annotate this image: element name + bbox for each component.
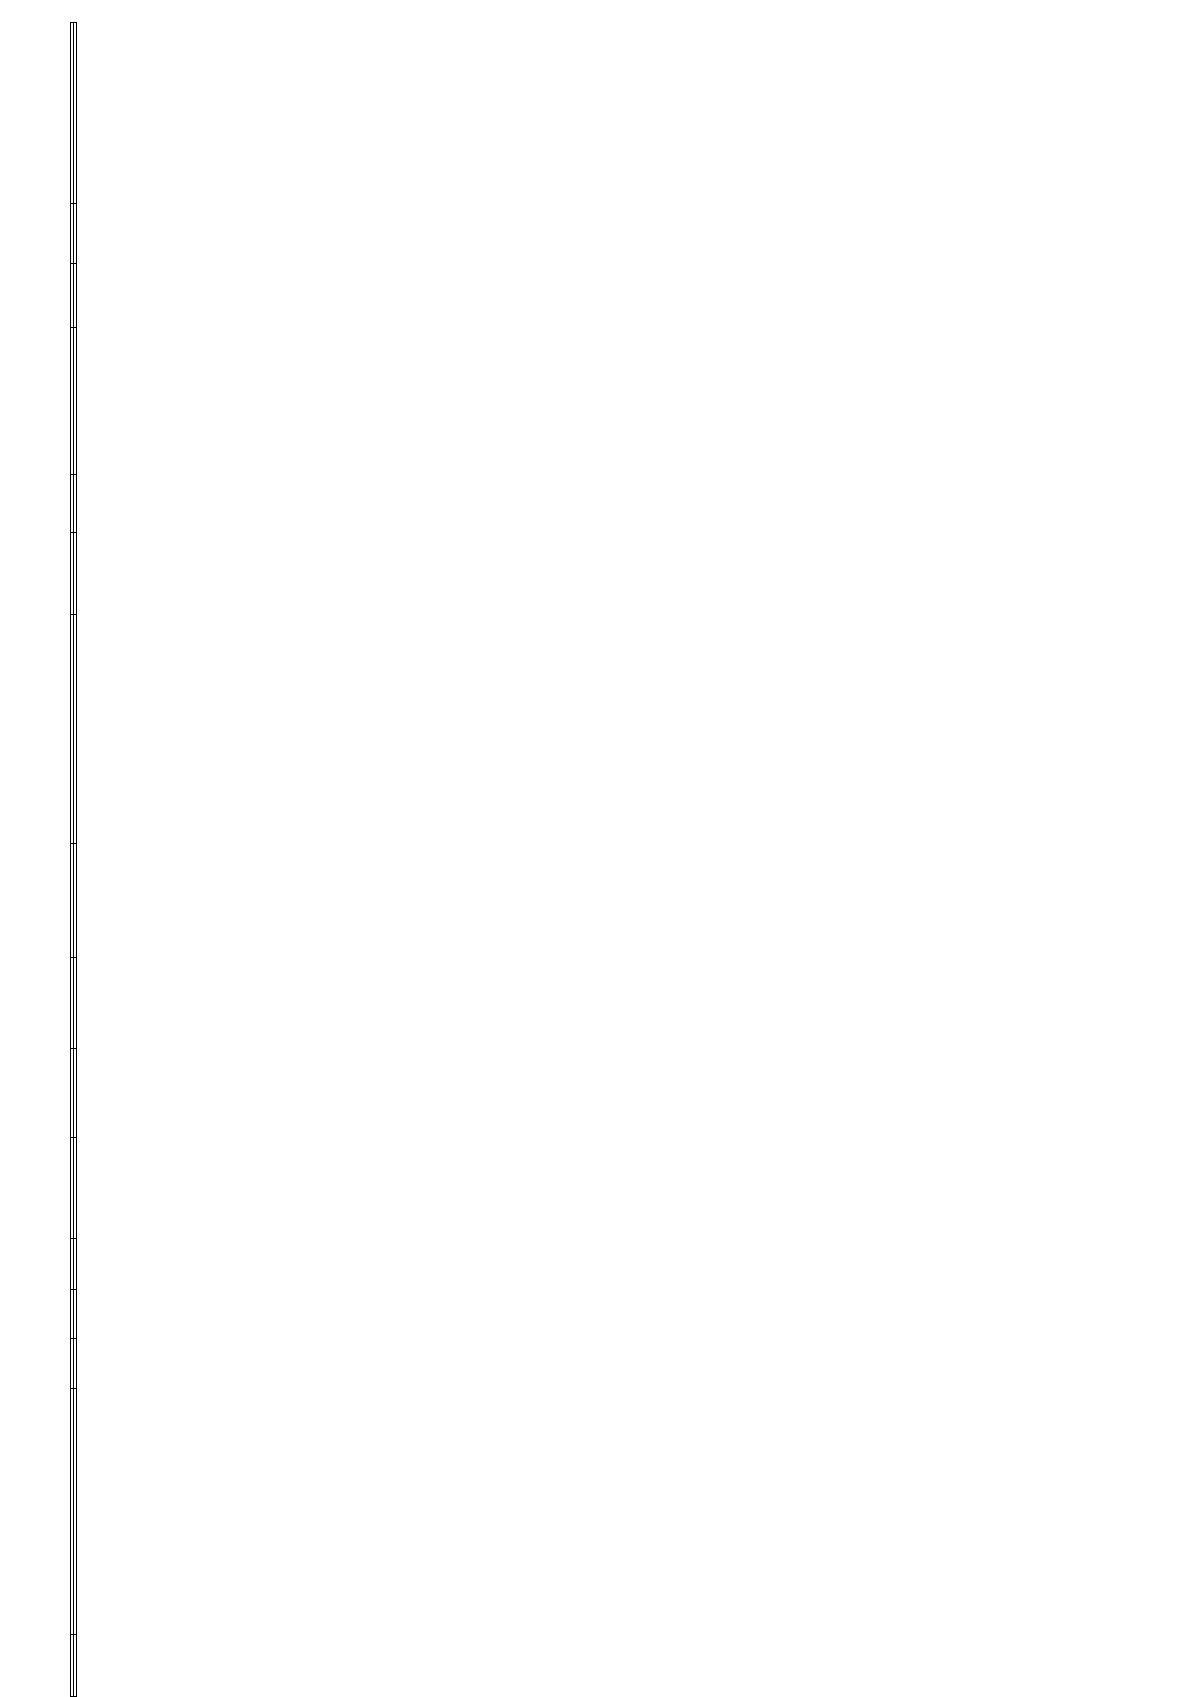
column-number xyxy=(74,264,77,328)
column-number xyxy=(74,1048,77,1137)
column-number xyxy=(74,958,77,1048)
capital-repair-table xyxy=(70,22,77,1697)
column-number xyxy=(74,328,77,475)
column-number xyxy=(74,474,77,532)
column-number xyxy=(74,1289,77,1338)
column-number xyxy=(74,203,77,264)
table-header xyxy=(71,23,77,1697)
column-number xyxy=(74,533,77,615)
column-number xyxy=(74,615,77,844)
column-number xyxy=(74,1338,77,1388)
rotated-table-wrapper xyxy=(70,22,1180,1697)
page-number xyxy=(40,828,70,868)
column-number xyxy=(74,1635,77,1697)
column-number xyxy=(74,843,77,958)
column-number xyxy=(74,1388,77,1635)
column-number xyxy=(74,1238,77,1289)
column-number xyxy=(74,1137,77,1238)
column-number xyxy=(74,23,77,204)
column-number-row xyxy=(74,23,77,1697)
